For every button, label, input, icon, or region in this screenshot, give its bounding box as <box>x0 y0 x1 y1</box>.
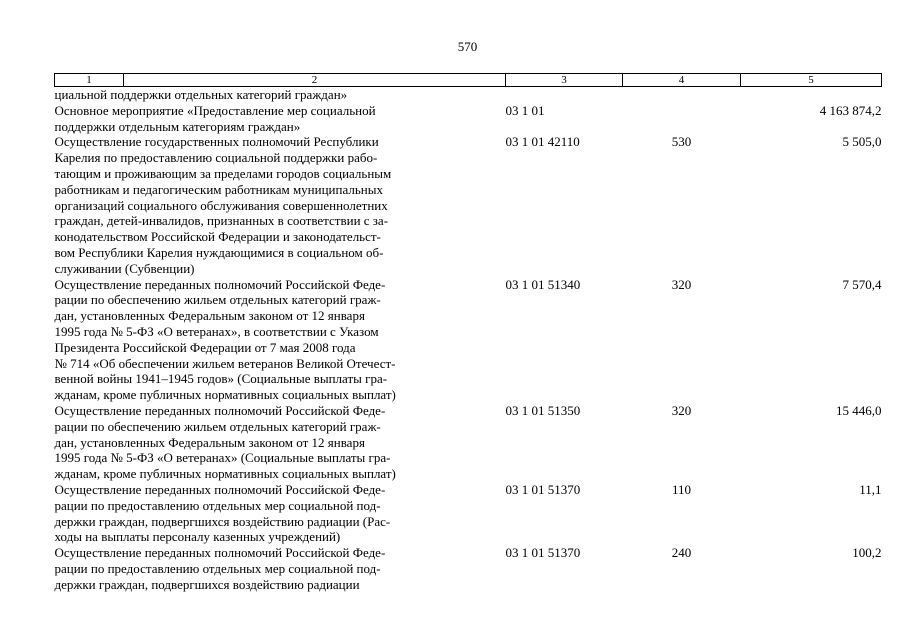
item-name-line: циальной поддержки отдельных категорий граждан» <box>54 87 348 102</box>
amount-value: 15 446,0 <box>836 402 882 418</box>
item-name <box>55 87 506 103</box>
classification-code: 03 1 01 51350 <box>505 402 581 418</box>
amount-value: 4 163 874,2 <box>819 102 882 118</box>
item-name-line: держки граждан, подвергшихся воздействию радиации (Рас- <box>54 513 391 529</box>
item-name-line: Карелия по предоставлению социальной поддержки рабо- <box>54 150 378 166</box>
item-name-line: жданам, кроме публичных нормативных социальных выплат) <box>54 466 396 482</box>
item-name <box>55 545 506 592</box>
column-number-row <box>55 74 882 87</box>
item-name <box>55 103 506 135</box>
budget-table <box>54 73 882 593</box>
expense-type-code: 110 <box>671 481 692 497</box>
column-number-5: 5 <box>741 74 882 87</box>
item-name-line: Осуществление переданных полномочий Российской Феде- <box>54 402 386 418</box>
item-name-line: поддержки отдельным категориям граждан» <box>54 118 301 134</box>
item-name-line: Осуществление переданных полномочий Российской Феде- <box>54 481 386 497</box>
item-name-line: дан, установленных Федеральным законом от 12 января <box>54 308 365 324</box>
item-name-line: тающим и проживающим за пределами городов социальным <box>54 165 392 181</box>
column-number-2: 2 <box>124 74 506 87</box>
item-name-line: Основное мероприятие «Предоставление мер социальной <box>54 102 376 118</box>
item-name-line: служивании (Субвенции) <box>54 260 195 276</box>
classification-code: 03 1 01 <box>505 102 545 118</box>
amount-value: 11,1 <box>859 481 882 497</box>
item-name-line: жданам, кроме публичных нормативных социальных выплат) <box>54 387 396 403</box>
item-name-line: рации по предоставлению отдельных мер социальной под- <box>54 497 381 513</box>
classification-code: 03 1 01 51370 <box>505 481 581 497</box>
classification-code: 03 1 01 51370 <box>505 545 581 561</box>
amount-value: 100,2 <box>852 545 882 561</box>
amount-value <box>741 87 882 103</box>
item-name-line: 1995 года № 5-ФЗ «О ветеранах», в соответствии с Указом <box>54 323 379 339</box>
item-name-line: работникам и педагогическим работникам муниципальных <box>54 181 383 197</box>
column-number-4: 4 <box>623 74 741 87</box>
item-name-line: № 714 «Об обеспечении жильем ветеранов Великой Отечест- <box>54 355 396 371</box>
item-name <box>55 403 506 482</box>
expense-type-code <box>623 103 741 135</box>
expense-type-code: 320 <box>671 402 692 418</box>
table-row <box>55 545 882 592</box>
table-row <box>55 103 882 135</box>
expense-type-code: 320 <box>671 276 692 292</box>
classification-code: 03 1 01 42110 <box>505 134 580 150</box>
table-row <box>55 482 882 545</box>
item-name-line: конодательством Российской Федерации и законодательст- <box>54 229 381 245</box>
item-name-line: граждан, детей-инвалидов, признанных в соответствии с за- <box>54 213 389 229</box>
item-name <box>55 277 506 403</box>
item-name-line: рации по обеспечению жильем отдельных категорий граж- <box>54 418 381 434</box>
classification-code <box>506 87 623 103</box>
expense-type-code <box>623 87 741 103</box>
item-name-line: рации по предоставлению отдельных мер социальной под- <box>54 560 381 576</box>
amount-value: 5 505,0 <box>842 134 882 150</box>
item-name-line: Осуществление переданных полномочий Российской Феде- <box>54 276 386 292</box>
item-name-line: дан, установленных Федеральным законом от 12 января <box>54 434 365 450</box>
item-name-line: держки граждан, подвергшихся воздействию радиации <box>54 576 360 592</box>
budget-table-body <box>55 87 882 593</box>
table-row <box>55 403 882 482</box>
column-number-1: 1 <box>55 74 124 87</box>
column-number-3: 3 <box>506 74 623 87</box>
amount-value: 7 570,4 <box>842 276 882 292</box>
item-name-line: Президента Российской Федерации от 7 мая 2008 года <box>54 339 356 355</box>
table-row <box>55 87 882 103</box>
item-name <box>55 134 506 276</box>
table-row <box>55 134 882 276</box>
item-name-line: организаций социального обслуживания совершеннолетних <box>54 197 388 213</box>
item-name-line: ходы на выплаты персоналу казенных учреждений) <box>54 529 341 545</box>
item-name-line: 1995 года № 5-ФЗ «О ветеранах» (Социальные выплаты гра- <box>54 450 391 466</box>
item-name-line: венной войны 1941–1945 годов» (Социальные выплаты гра- <box>54 371 388 387</box>
item-name-line: Осуществление переданных полномочий Российской Феде- <box>54 545 386 561</box>
item-name <box>55 482 506 545</box>
table-row <box>55 277 882 403</box>
page-number: 570 <box>457 39 478 54</box>
item-name-line: рации по обеспечению жильем отдельных категорий граж- <box>54 292 381 308</box>
expense-type-code: 530 <box>671 134 692 150</box>
item-name-line: Осуществление государственных полномочий Республики <box>54 134 379 150</box>
expense-type-code: 240 <box>671 545 692 561</box>
item-name-line: вом Республики Карелия нуждающимися в социальном об- <box>54 244 384 260</box>
classification-code: 03 1 01 51340 <box>505 276 581 292</box>
